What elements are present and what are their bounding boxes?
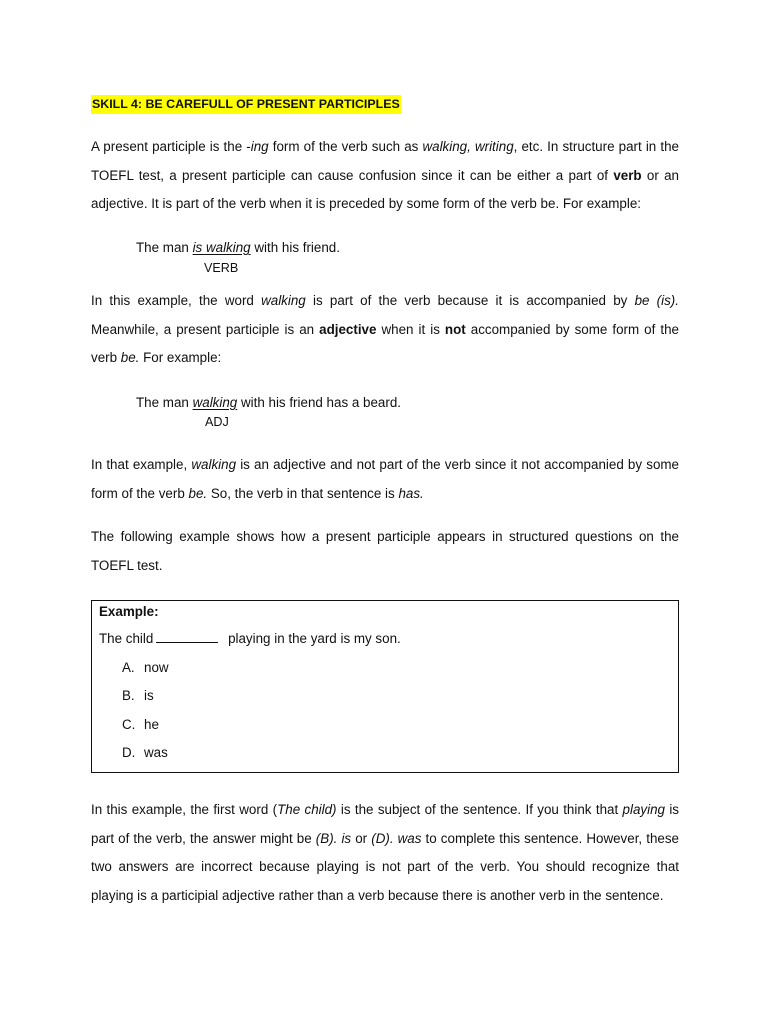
text: or (351, 830, 372, 846)
paragraph-adj-explanation (91, 451, 679, 508)
option-d (122, 744, 168, 762)
italic-text: walking (191, 457, 237, 472)
example-question-box (91, 600, 679, 773)
paragraph-intro (91, 133, 679, 219)
example-box-title: Example: (99, 604, 159, 619)
text: , etc. In structure part in the TOEFL test, a present participle can cause confusion since it can be either a part of (91, 139, 679, 183)
text: accompanied by some form of the verb (91, 321, 679, 365)
paragraph-answer-explanation (91, 796, 679, 910)
example-sentence-adj (136, 394, 401, 412)
text: In this example, the word (91, 293, 262, 308)
italic-text: playing (622, 802, 665, 817)
text: A present participle is the - (91, 139, 251, 154)
option-text: is (144, 688, 154, 703)
text: form of the verb such as (268, 139, 423, 154)
option-a (122, 659, 169, 677)
text: is part of the verb because it is accompanied by (305, 293, 635, 308)
italic-text: (B). is (315, 830, 352, 846)
text: playing in the yard is my son. (224, 631, 401, 646)
text: with his friend has a beard. (237, 395, 402, 410)
text: In this example, the first word ( (91, 802, 278, 817)
text: The man (136, 240, 193, 255)
option-letter: D. (122, 745, 136, 760)
text: So, the verb in that sentence is (207, 485, 399, 501)
text: is the subject of the sentence. If you think that (336, 802, 623, 817)
text: The child (99, 631, 154, 646)
italic-text: ing (250, 139, 269, 154)
text: For example: (139, 350, 222, 365)
text: The man (136, 395, 193, 410)
text: In that example, (91, 457, 192, 472)
text: is part of the verb, the answer might be (91, 802, 679, 846)
option-text: was (144, 745, 168, 760)
text: to complete this sentence. However, these two answers are incorrect because playing is not part of the verb. You should recognize that playing is a participial adjective rather than a verb because there is another verb in the sentence. (91, 830, 679, 903)
italic-text: The child) (277, 802, 337, 817)
italic-text: be (is). (634, 293, 679, 308)
option-c (122, 716, 159, 734)
paragraph-toefl-intro: The following example shows how a present participle appears in structured questions on the TOEFL test. (91, 529, 679, 573)
text: Meanwhile, a present participle is an (91, 321, 320, 337)
option-letter: B. (122, 688, 135, 703)
text: or an adjective. It is part of the verb when it is preceded by some form of the verb be. For example: (91, 167, 679, 211)
italic-text: has. (398, 485, 424, 501)
adj-label: ADJ (205, 415, 229, 429)
option-b (122, 687, 154, 705)
example-sentence-verb (136, 239, 340, 257)
text: with his friend. (250, 240, 340, 255)
italic-text: walking, writing (422, 139, 514, 154)
text: when it is (376, 321, 445, 337)
italic-text: walking (261, 293, 306, 308)
bold-text: not (444, 321, 466, 337)
answer-blank (156, 630, 218, 643)
bold-text: verb (613, 167, 642, 183)
paragraph-verb-explanation (91, 287, 679, 373)
option-letter: A. (122, 660, 135, 675)
underlined-phrase: walking (192, 395, 238, 410)
option-text: now (144, 660, 169, 675)
question-stem (99, 630, 401, 648)
text: is an adjective and not part of the verb since it not accompanied by some form of the verb (91, 457, 679, 501)
section-heading: SKILL 4: BE CAREFULL OF PRESENT PARTICIPLES (91, 95, 401, 114)
option-text: he (144, 717, 159, 732)
bold-text: adjective (319, 321, 377, 337)
option-letter: C. (122, 717, 136, 732)
italic-text: be. (188, 485, 208, 501)
italic-text: (D). was (371, 830, 422, 846)
italic-text: be. (120, 350, 140, 365)
verb-label: VERB (204, 261, 239, 275)
underlined-phrase: is walking (192, 240, 251, 255)
